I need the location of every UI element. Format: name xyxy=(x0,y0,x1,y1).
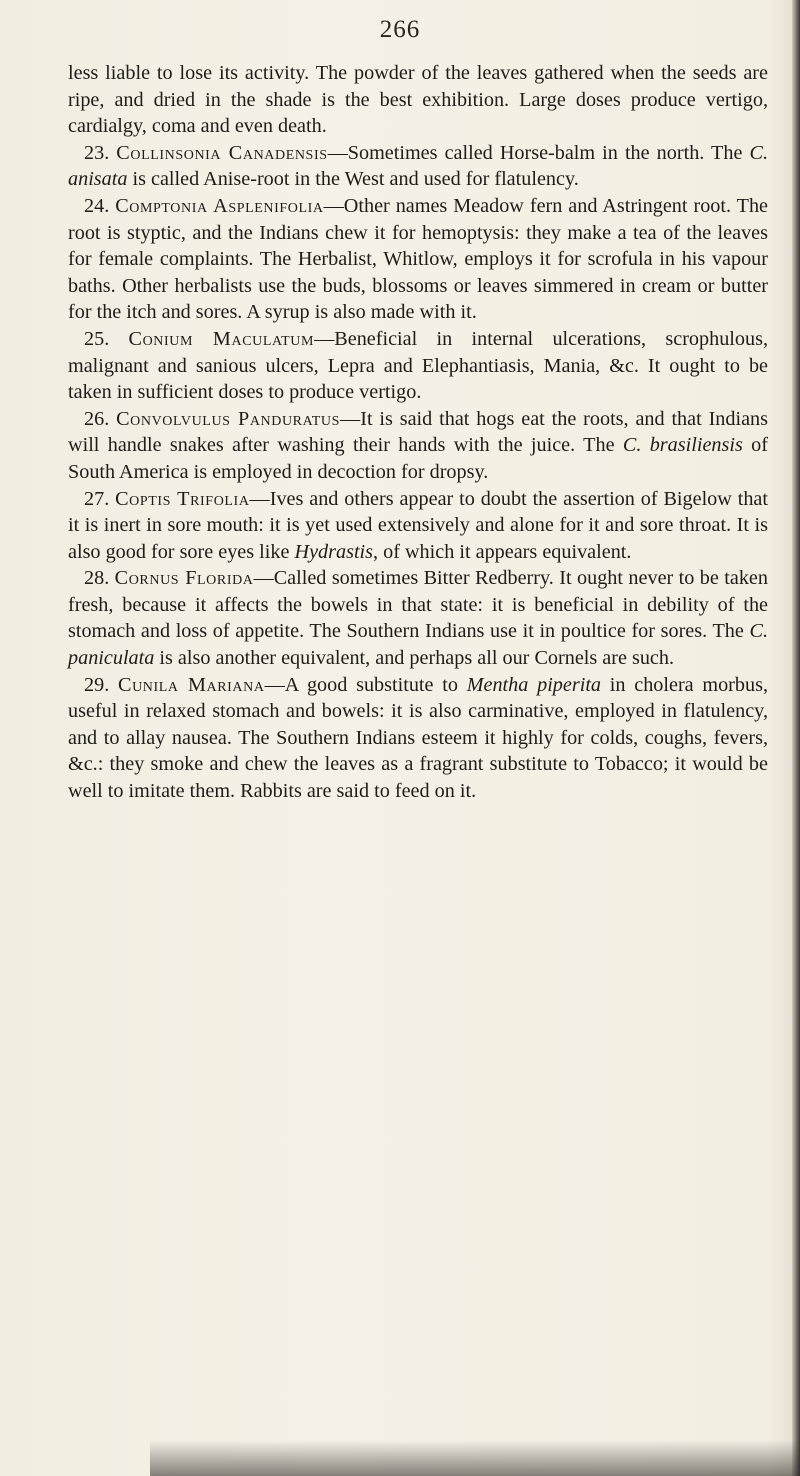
entry-number: 27. xyxy=(84,487,116,510)
page-edge xyxy=(792,0,800,1476)
body-text xyxy=(68,60,768,805)
entry-number: 29. xyxy=(84,673,118,696)
entry-text: is also another equivalent, and perhaps all our Cornels are such. xyxy=(154,647,675,670)
entries-list xyxy=(68,140,768,805)
entry-26 xyxy=(68,406,768,486)
entry-title: Cornus Florida xyxy=(114,567,254,590)
entry-text: —Called sometimes Bitter Redberry. It ought never to be taken fresh, because it affects the bowels in that state: it is beneficial in debility of the stomach and loss of appetite. The Southern Indians use it in poultice for sores. The xyxy=(68,567,768,643)
intro-paragraph: less liable to lose its activity. The powder of the leaves gathered when the seeds are ripe, and dried in the shade is the best exhibition. Large doses produce vertigo, cardialgy, coma and even death. xyxy=(68,62,768,138)
entry-24 xyxy=(68,193,768,326)
entry-title: Convolvulus Panduratus xyxy=(116,407,341,430)
entry-title: Conium Maculatum xyxy=(128,327,315,350)
entry-text: is called Anise-root in the West and used for flatulency. xyxy=(127,168,579,191)
entry-title: Coptis Trifolia xyxy=(115,487,250,510)
entry-text: —It is said that hogs eat the roots, and that Indians will handle snakes after washing their hands with the juice. The xyxy=(68,407,769,457)
italic-text: Hydrastis xyxy=(294,540,374,563)
italic-text: C. paniculata xyxy=(68,620,768,670)
page-number: 266 xyxy=(379,16,421,43)
entry-29 xyxy=(68,672,768,805)
entry-number: 25. xyxy=(84,327,129,350)
italic-text: Mentha piperita xyxy=(466,673,602,696)
entry-text: —Ives and others appear to doubt the assertion of Bigelow that it is inert in sore mouth: it is yet used extensively and alone for it and sore throat. It is also good for sore eyes like xyxy=(68,487,768,563)
entry-title: Cunila Mariana xyxy=(118,673,265,696)
entry-text: —Beneficial in internal ulcerations, scrophulous, malignant and sanious ulcers, Lepra and Elephantiasis, Mania, &c. It ought to be taken in sufficient doses to produce vertigo. xyxy=(68,327,768,404)
italic-text: C. anisata xyxy=(68,141,768,191)
entry-number: 26. xyxy=(84,407,117,430)
entry-title: Collinsonia Canadensis xyxy=(116,141,328,164)
entry-23 xyxy=(68,140,768,193)
entry-text: —A good substitute to xyxy=(264,673,467,696)
entry-number: 24. xyxy=(84,194,116,217)
entry-text: —Sometimes called Horse-balm in the north. The xyxy=(327,141,750,164)
italic-text: C. brasiliensis xyxy=(622,434,743,457)
entry-25 xyxy=(68,326,768,406)
entry-text: , of which it appears equivalent. xyxy=(373,540,632,563)
entry-number: 23. xyxy=(84,141,117,164)
entry-28 xyxy=(68,565,768,671)
page-bottom-shadow xyxy=(150,1440,800,1476)
entry-27 xyxy=(68,486,768,566)
entry-text: in cholera morbus, useful in relaxed stomach and bowels: it is also carminative, employed in flatulency, and to allay nausea. The Southern Indians esteem it highly for colds, coughs, fevers, &c.: they smoke and chew the leaves as a fragrant substitute to Tobacco; it would be well to imitate them. Rabbits are said to feed on it. xyxy=(68,673,768,803)
entry-number: 28. xyxy=(84,567,115,590)
entry-text: —Other names Meadow fern and Astringent root. The root is styptic, and the Indians chew it for hemoptysis: they make a tea of the leaves for female complaints. The Herbalist, Whitlow, employs it for scrofula in his vapour baths. Other herbalists use the buds, blossoms or leaves simmered in cream or butter for the itch and sores. A syrup is also made with it. xyxy=(68,194,769,324)
entry-text: of South America is employed in decoction for dropsy. xyxy=(68,434,768,483)
entry-title: Comptonia Asplenifolia xyxy=(115,194,324,217)
